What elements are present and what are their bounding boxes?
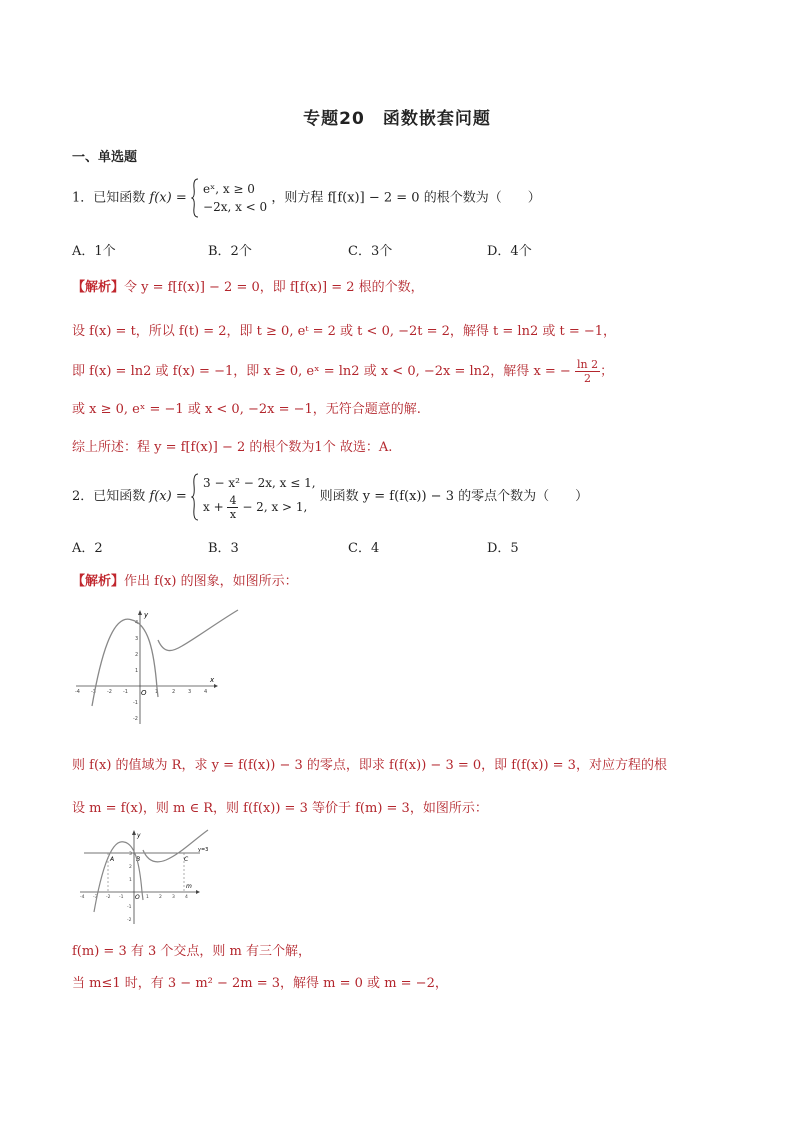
graph1-ytick: 4 [135,620,139,626]
graph2-xtick: 3 [172,895,175,900]
q1-sol-text-3: 即 f(x) = ln2 或 f(x) = −1，即 x ≥ 0, eˣ = ln2 或 x < 0, −2x = ln2，解得 x = − [72,364,571,379]
graph2-xtick: 2 [159,895,162,900]
graph1-ytick: 2 [135,652,139,658]
graph2-ytick: 1 [129,878,132,883]
q1-sol-text-1: 令 y = f[f(x)] − 2 = 0，即 f[f(x)] = 2 根的个数， [124,280,424,295]
graph2-xtick: 4 [185,895,188,900]
graph2-xtick: -3 [93,895,98,900]
q1-cases [203,180,267,216]
graph1-ytick: -2 [133,716,138,722]
q1-solution-line-1 [72,276,424,295]
q2-frac-den: x [229,508,237,521]
graph1-xtick: -2 [107,689,112,695]
graph1-xtick: -1 [123,689,128,695]
graph2-point-a: A [110,856,115,863]
graph2-xtick: 1 [146,895,149,900]
question-2 [72,472,588,521]
q1-suffix: ，则方程 f[f(x)] − 2 = 0 的根个数为（ ） [271,190,541,206]
graph2-xtick: -1 [119,895,124,900]
graph1-xtick: 2 [172,689,176,695]
q2-solution-tag: 【解析】 [72,574,125,589]
q2-case-2b: − 2, x > 1, [242,500,308,514]
graph1-xtick: 4 [204,689,208,695]
graph1-xtick: -3 [91,689,96,695]
graph2-xtick: -4 [80,895,85,900]
q1-prefix: 1．已知函数 [72,190,146,206]
graph1-xtick: 1 [155,689,159,695]
graph2-point-b: B [136,856,141,863]
q1-solution-line-2: 设 f(x) = t，所以 f(t) = 2，即 t ≥ 0, eᵗ = 2 或 t < 0, −2t = 2，解得 t = ln2 或 t = −1， [72,324,617,339]
graph2-curve-left [94,842,143,912]
section-heading: 一、单选题 [72,150,138,165]
graph2-xtick: -2 [106,895,111,900]
q1-solution-tag: 【解析】 [72,280,125,295]
q1-fx: f(x) = [149,190,187,206]
graph1-xtick: 3 [188,689,192,695]
q1-fraction [575,358,600,385]
graph1-ytick: -1 [133,700,138,706]
graph1-y-label: y [144,611,149,619]
graph2-ytick: 2 [129,865,132,870]
q2-cases [203,472,316,521]
graph2-x-label: m [186,883,192,890]
graph-1 [72,600,248,728]
q2-option-b: B．3 [208,541,239,556]
q2-case-1: 3 − x² − 2x, x ≤ 1, [203,476,316,490]
q2-sol-text-1: 作出 f(x) 的图象，如图所示： [124,574,298,589]
q2-frac-num: 4 [229,494,237,507]
graph2-ytick: -1 [127,905,132,910]
q2-solution-line-3: 设 m = f(x)，则 m ∈ R，则 f(f(x)) = 3 等价于 f(m) = 3，如图所示： [72,801,488,816]
q1-solution-line-5: 综上所述：程 y = f[f(x)] − 2 的根个数为1个 故选：A. [72,440,393,455]
q2-solution-line-1 [72,570,298,589]
q2-suffix: 则函数 y = f(f(x)) − 3 的零点个数为（ ） [319,489,589,504]
graph1-ytick: 3 [135,636,139,642]
q1-case-1: eˣ, x ≥ 0 [203,182,255,196]
q1-option-b: B．2个 [208,244,252,259]
graph2-ytick: -2 [127,918,132,923]
question-1 [72,178,541,218]
graph1-xtick: -4 [75,689,80,695]
q2-option-a: A．2 [72,541,103,556]
q1-case-2: −2x, x < 0 [203,200,268,214]
q2-fx: f(x) = [149,489,187,504]
graph2-curve-right [143,830,208,862]
graph-2 [76,828,220,928]
q1-option-d: D．4个 [487,244,532,259]
q2-case-2a: x + [203,500,224,514]
q2-solution-line-2: 则 f(x) 的值域为 R，求 y = f(f(x)) − 3 的零点，即求 f(f(x)) − 3 = 0，即 f(f(x)) = 3，对应方程的根 [72,758,667,773]
q1-option-a: A．1个 [72,244,116,259]
graph1-ytick: 1 [135,668,139,674]
q2-option-d: D．5 [487,541,519,556]
q1-solution-line-3 [72,358,613,385]
graph1-origin: O [141,689,147,697]
graph2-y-label: y [137,832,141,839]
graph2-line-label: y=3 [198,847,209,853]
q2-case-fraction [227,494,238,521]
q1-frac-tail: ； [600,364,614,379]
graph2-point-c: C [184,856,189,863]
graph2-ytick: 3 [129,852,132,857]
q1-brace-icon [191,178,199,218]
q2-solution-line-4: f(m) = 3 有 3 个交点，则 m 有三个解， [72,944,311,959]
graph1-x-label: x [210,676,215,684]
q2-option-c: C．4 [348,541,380,556]
q2-solution-line-5: 当 m≤1 时，有 3 − m² − 2m = 3，解得 m = 0 或 m = −2， [72,976,448,991]
page-title: 专题20 函数嵌套问题 [303,109,491,129]
graph2-origin: O [135,894,140,901]
q2-brace-icon [191,473,199,521]
graph1-curve-right [158,610,238,651]
q1-frac-num: ln 2 [576,358,599,371]
q2-prefix: 2．已知函数 [72,489,146,504]
q1-solution-line-4: 或 x ≥ 0, eˣ = −1 或 x < 0, −2x = −1，无符合题意的解. [72,402,421,417]
q1-option-c: C．3个 [348,244,393,259]
q1-frac-den: 2 [584,372,592,385]
